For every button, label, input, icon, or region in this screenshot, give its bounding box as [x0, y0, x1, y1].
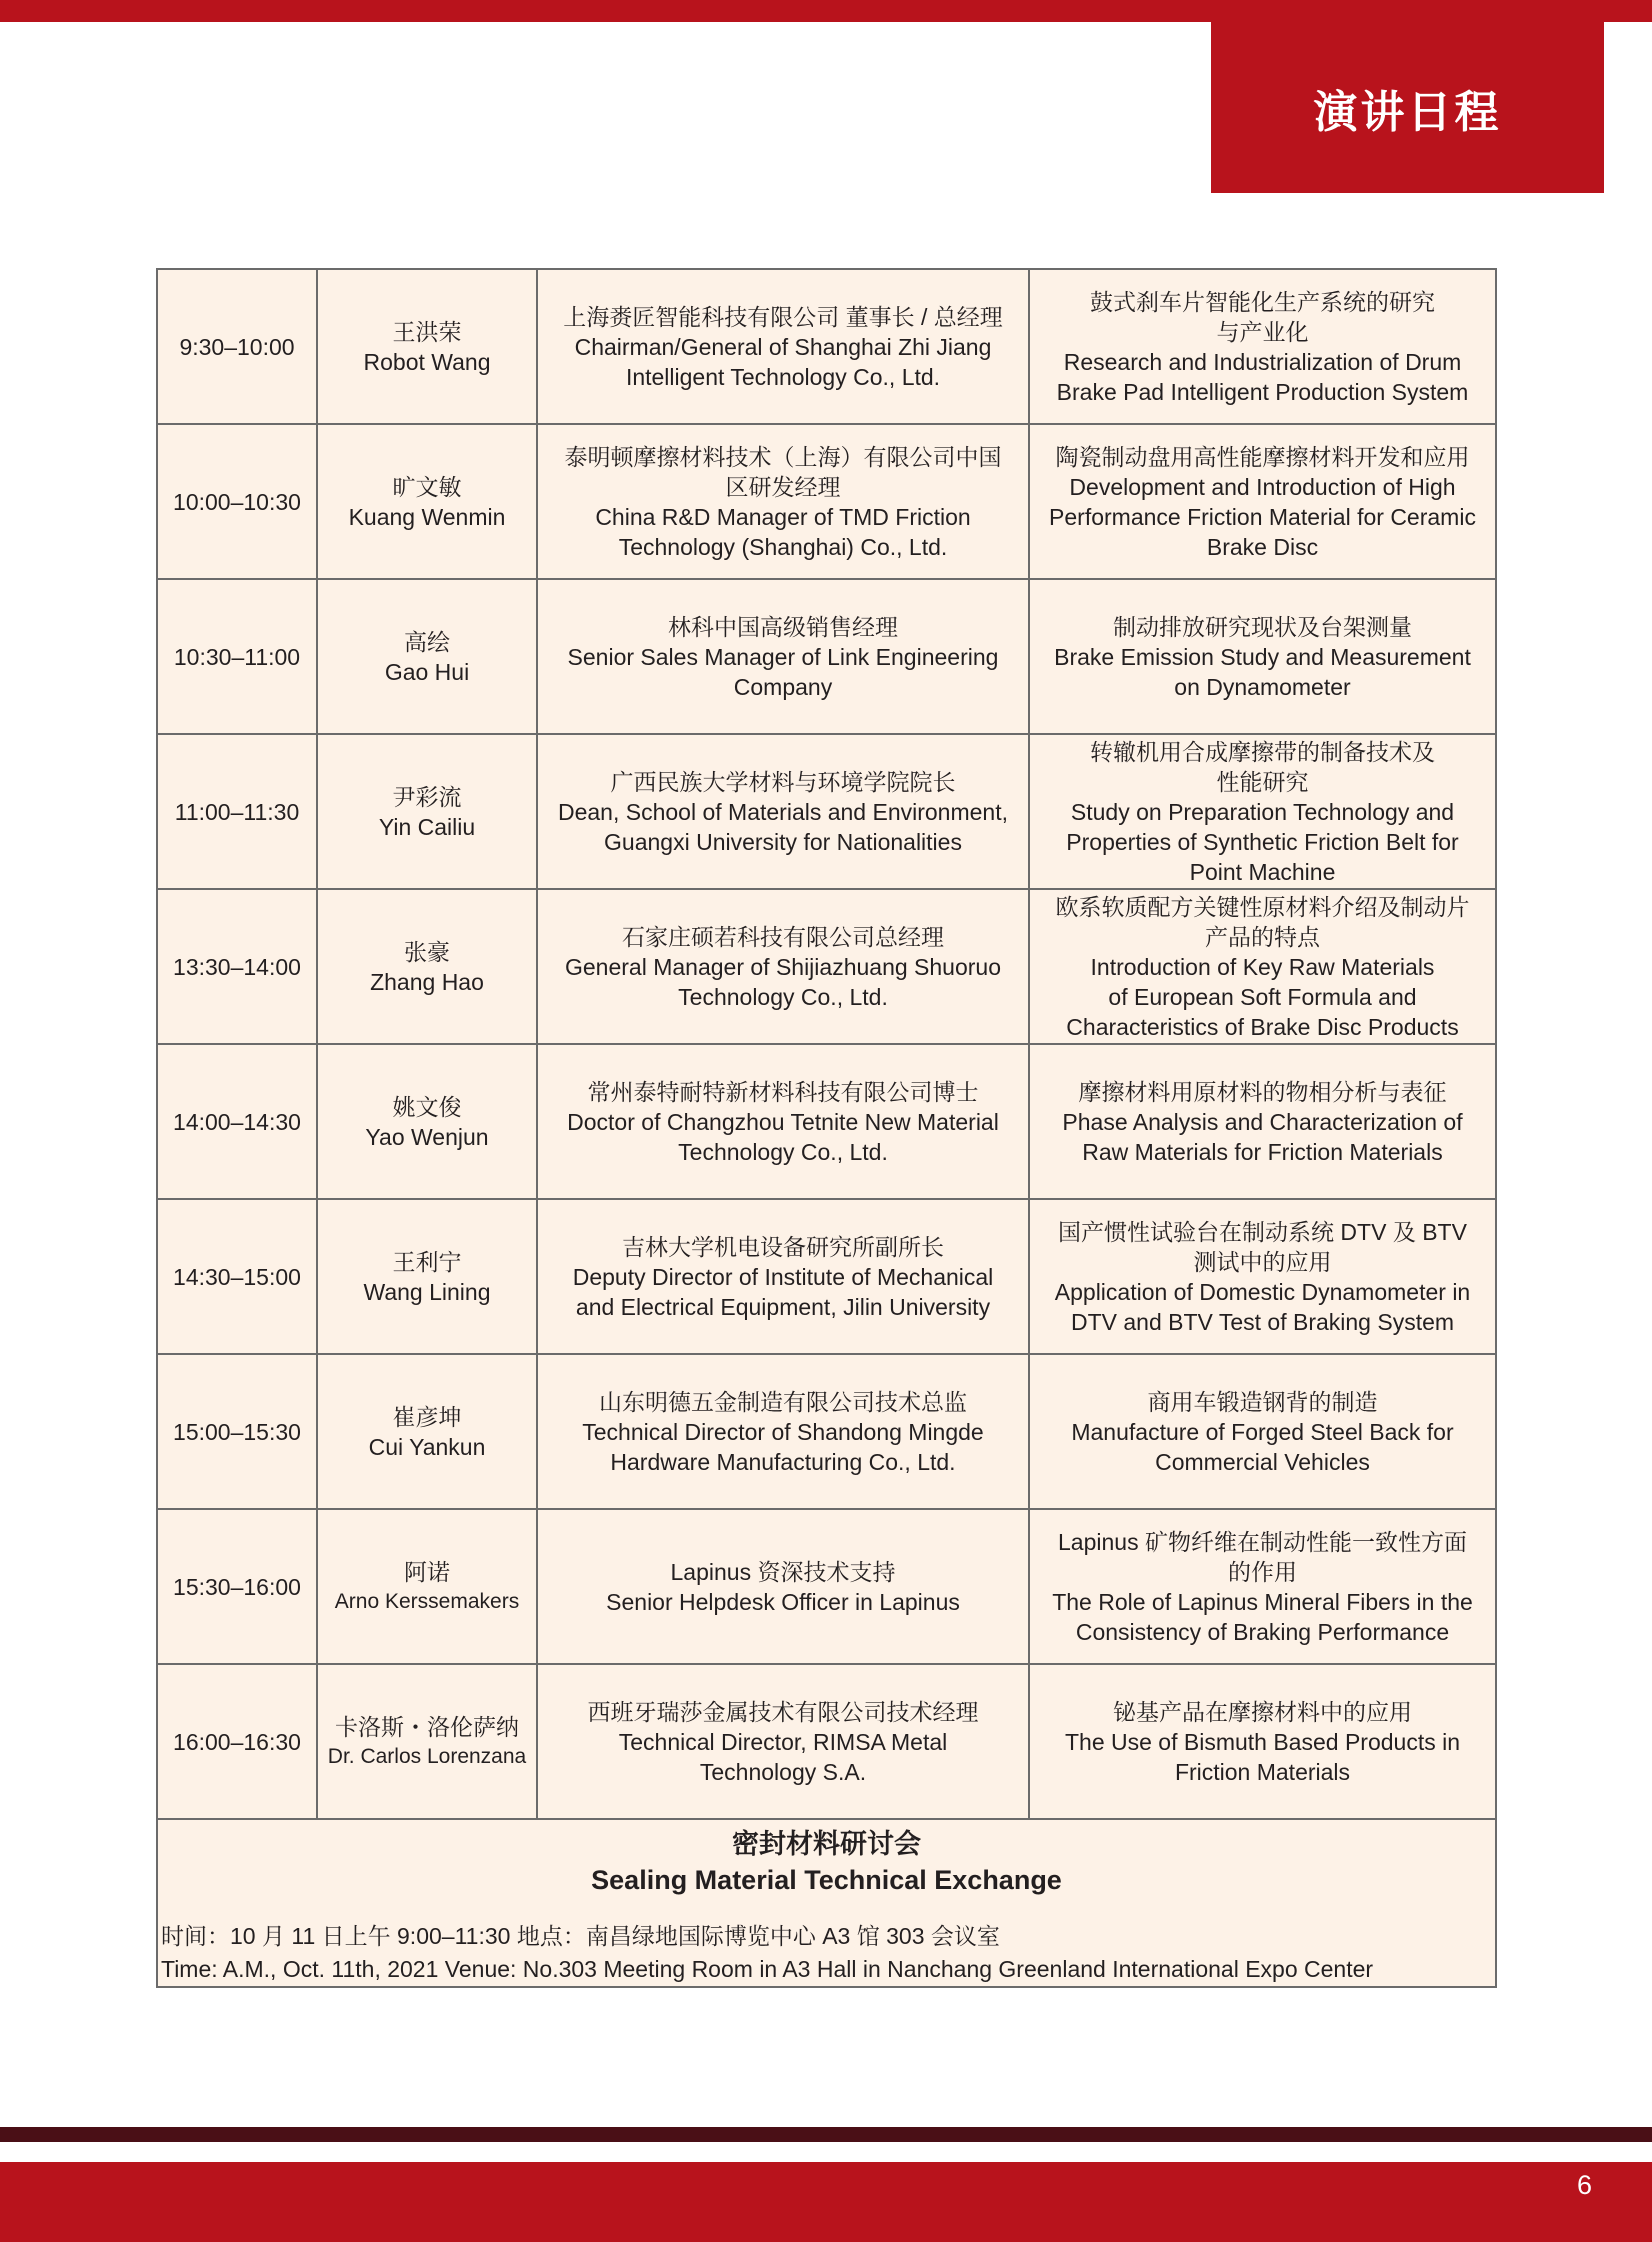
speaker-name-cn: 旷文敏 — [392, 473, 462, 500]
topic-cell — [1029, 1044, 1496, 1199]
affiliation-line: Intelligent Technology Co., Ltd. — [625, 363, 941, 390]
topic-line: 鼓式刹车片智能化生产系统的研究 — [1090, 288, 1435, 315]
speaker-name-en: Gao Hui — [384, 658, 470, 685]
topic-cell — [1029, 1509, 1496, 1664]
affiliation-line: Technology S.A. — [699, 1758, 867, 1785]
speaker-name-en: Arno Kerssemakers — [334, 1589, 520, 1613]
speaker-cell — [317, 1509, 537, 1664]
affiliation-line: 林科中国高级销售经理 — [668, 613, 898, 640]
page-number: 6 — [1576, 2170, 1592, 2200]
time-cell: 15:30–16:00 — [157, 1509, 317, 1664]
topic-cell — [1029, 734, 1496, 889]
footer-row — [157, 1819, 1496, 1987]
affiliation-cell — [537, 1199, 1029, 1354]
affiliation-line: Doctor of Changzhou Tetnite New Material — [567, 1108, 999, 1135]
topic-line: 产品的特点 — [1205, 923, 1320, 950]
affiliation-line: Technology Co., Ltd. — [678, 1138, 888, 1165]
topic-line: Properties of Synthetic Friction Belt for — [1066, 828, 1459, 855]
speaker-cell — [317, 1199, 537, 1354]
affiliation-line: 石家庄硕若科技有限公司总经理 — [622, 923, 944, 950]
time-cell: 14:30–15:00 — [157, 1199, 317, 1354]
topic-line: 转辙机用合成摩擦带的制备技术及 — [1090, 738, 1435, 765]
schedule-row — [157, 424, 1496, 579]
topic-line: 国产惯性试验台在制动系统 DTV 及 BTV — [1058, 1218, 1467, 1245]
affiliation-line: 吉林大学机电设备研究所副所长 — [622, 1233, 944, 1260]
speaker-name-en: Cui Yankun — [368, 1433, 486, 1460]
speaker-name-en: Yao Wenjun — [365, 1123, 489, 1150]
speaker-name-en: Robot Wang — [363, 348, 491, 375]
topic-line: DTV and BTV Test of Braking System — [1070, 1308, 1455, 1335]
topic-cell — [1029, 269, 1496, 424]
schedule-row — [157, 1664, 1496, 1819]
affiliation-line: 区研发经理 — [725, 473, 841, 500]
schedule-row — [157, 889, 1496, 1044]
affiliation-line: Lapinus 资深技术支持 — [670, 1558, 896, 1585]
affiliation-line: Senior Helpdesk Officer in Lapinus — [606, 1588, 960, 1615]
schedule-row — [157, 1509, 1496, 1664]
time-cell: 15:00–15:30 — [157, 1354, 317, 1509]
speaker-name-cn: 王洪荣 — [392, 318, 462, 345]
footer-detail-en: Time: A.M., Oct. 11th, 2021 Venue: No.303 Meeting Room in A3 Hall in Nanchang Greenland International Expo Center — [161, 1956, 1374, 1982]
topic-line: 制动排放研究现状及台架测量 — [1113, 613, 1412, 640]
topic-line: Manufacture of Forged Steel Back for — [1071, 1418, 1454, 1445]
topic-cell — [1029, 1354, 1496, 1509]
top-red-band — [0, 0, 1652, 22]
topic-line: on Dynamometer — [1174, 673, 1351, 700]
section-title-block — [1211, 22, 1604, 193]
topic-line: of European Soft Formula and — [1108, 983, 1417, 1010]
speaker-name-en: Zhang Hao — [370, 968, 484, 995]
topic-line: The Use of Bismuth Based Products in — [1064, 1728, 1461, 1755]
speaker-cell — [317, 1354, 537, 1509]
affiliation-line: Dean, School of Materials and Environment, — [557, 798, 1009, 825]
time-cell: 9:30–10:00 — [157, 269, 317, 424]
topic-line: Study on Preparation Technology and — [1070, 798, 1455, 825]
topic-line: Characteristics of Brake Disc Products — [1066, 1013, 1459, 1040]
time-cell: 16:00–16:30 — [157, 1664, 317, 1819]
time-cell: 13:30–14:00 — [157, 889, 317, 1044]
affiliation-cell — [537, 269, 1029, 424]
affiliation-cell — [537, 889, 1029, 1044]
topic-line: 的作用 — [1228, 1558, 1297, 1585]
speaker-name-cn: 王利宁 — [392, 1248, 462, 1275]
affiliation-line: General Manager of Shijiazhuang Shuoruo — [564, 953, 1001, 980]
footer-title-en: Sealing Material Technical Exchange — [591, 1865, 1062, 1895]
affiliation-cell — [537, 424, 1029, 579]
schedule-row — [157, 1354, 1496, 1509]
speaker-cell — [317, 1664, 537, 1819]
topic-line: Raw Materials for Friction Materials — [1082, 1138, 1443, 1165]
affiliation-line: Technology Co., Ltd. — [678, 983, 888, 1010]
topic-line: Research and Industrialization of Drum — [1063, 348, 1462, 375]
topic-line: Development and Introduction of High — [1069, 473, 1456, 500]
time-cell: 10:00–10:30 — [157, 424, 317, 579]
topic-cell — [1029, 424, 1496, 579]
affiliation-cell — [537, 1509, 1029, 1664]
topic-cell — [1029, 1664, 1496, 1819]
topic-line: 与产业化 — [1216, 318, 1309, 345]
affiliation-cell — [537, 1664, 1029, 1819]
schedule-body — [157, 269, 1496, 1819]
affiliation-line: 西班牙瑞莎金属技术有限公司技术经理 — [587, 1698, 979, 1725]
affiliation-cell — [537, 579, 1029, 734]
speaker-name-en: Dr. Carlos Lorenzana — [327, 1744, 527, 1768]
topic-line: Consistency of Braking Performance — [1075, 1618, 1450, 1645]
topic-line: Performance Friction Material for Ceramic — [1049, 503, 1476, 530]
affiliation-line: China R&D Manager of TMD Friction — [595, 503, 971, 530]
speaker-name-cn: 张豪 — [404, 938, 450, 965]
affiliation-line: and Electrical Equipment, Jilin University — [575, 1293, 991, 1320]
affiliation-line: Technology (Shanghai) Co., Ltd. — [618, 533, 948, 560]
affiliation-line: 常州泰特耐特新材料科技有限公司博士 — [587, 1078, 979, 1105]
speaker-cell — [317, 269, 537, 424]
speaker-name-cn: 高绘 — [404, 628, 450, 655]
footer-detail-cn: 时间：10 月 11 日上午 9:00–11:30 地点：南昌绿地国际博览中心 A3 馆 303 会议室 — [161, 1923, 1000, 1949]
speaker-name-cn: 姚文俊 — [392, 1093, 462, 1120]
footer-session-cell — [157, 1819, 1496, 1987]
topic-line: Application of Domestic Dynamometer in — [1054, 1278, 1471, 1305]
speaker-cell — [317, 734, 537, 889]
topic-line: 商用车锻造钢背的制造 — [1147, 1388, 1378, 1415]
speaker-name-en: Wang Lining — [363, 1278, 491, 1305]
schedule-row — [157, 579, 1496, 734]
affiliation-line: 广西民族大学材料与环境学院院长 — [610, 768, 956, 795]
topic-cell — [1029, 579, 1496, 734]
bottom-dark-band — [0, 2127, 1652, 2142]
affiliation-line: 山东明德五金制造有限公司技术总监 — [599, 1388, 967, 1415]
footer-title-cn: 密封材料研讨会 — [732, 1829, 921, 1859]
speaker-cell — [317, 889, 537, 1044]
affiliation-line: Technical Director, RIMSA Metal — [618, 1728, 948, 1755]
speaker-cell — [317, 1044, 537, 1199]
topic-line: Phase Analysis and Characterization of — [1062, 1108, 1463, 1135]
affiliation-line: 泰明顿摩擦材料技术（上海）有限公司中国 — [564, 443, 1002, 470]
speaker-name-en: Kuang Wenmin — [348, 503, 506, 530]
bottom-red-band — [0, 2162, 1652, 2242]
schedule-row — [157, 1199, 1496, 1354]
affiliation-line: Senior Sales Manager of Link Engineering — [567, 643, 999, 670]
topic-line: 性能研究 — [1216, 768, 1309, 795]
time-cell: 10:30–11:00 — [157, 579, 317, 734]
schedule-table — [156, 268, 1497, 1988]
speaker-cell — [317, 424, 537, 579]
affiliation-line: Deputy Director of Institute of Mechanical — [572, 1263, 994, 1290]
speaker-name-en: Yin Cailiu — [378, 813, 476, 840]
topic-line: Friction Materials — [1174, 1758, 1351, 1785]
speaker-name-cn: 阿诺 — [404, 1558, 450, 1585]
topic-line: Brake Emission Study and Measurement — [1054, 643, 1471, 670]
affiliation-line: Company — [733, 673, 833, 700]
page-title: 演讲日程 — [1313, 87, 1502, 137]
affiliation-line: 上海赉匠智能科技有限公司 董事长 / 总经理 — [563, 303, 1003, 330]
affiliation-line: Technical Director of Shandong Mingde — [582, 1418, 984, 1445]
topic-line: Commercial Vehicles — [1155, 1448, 1370, 1475]
affiliation-cell — [537, 1044, 1029, 1199]
affiliation-line: Hardware Manufacturing Co., Ltd. — [610, 1448, 956, 1475]
topic-line: Point Machine — [1189, 858, 1336, 885]
topic-line: 陶瓷制动盘用高性能摩擦材料开发和应用 — [1055, 443, 1470, 470]
topic-line: 铋基产品在摩擦材料中的应用 — [1113, 1698, 1412, 1725]
schedule-row — [157, 734, 1496, 889]
speaker-cell — [317, 579, 537, 734]
topic-line: Brake Disc — [1206, 533, 1319, 560]
affiliation-cell — [537, 734, 1029, 889]
speaker-name-cn: 尹彩流 — [392, 783, 462, 810]
topic-line: Lapinus 矿物纤维在制动性能一致性方面 — [1058, 1528, 1467, 1555]
topic-line: 测试中的应用 — [1193, 1248, 1332, 1275]
time-cell: 14:00–14:30 — [157, 1044, 317, 1199]
time-cell: 11:00–11:30 — [157, 734, 317, 889]
topic-line: Introduction of Key Raw Materials — [1090, 953, 1435, 980]
schedule-row — [157, 269, 1496, 424]
topic-line: Brake Pad Intelligent Production System — [1056, 378, 1469, 405]
affiliation-line: Chairman/General of Shanghai Zhi Jiang — [574, 333, 992, 360]
topic-line: 欧系软质配方关键性原材料介绍及制动片 — [1055, 893, 1470, 920]
affiliation-cell — [537, 1354, 1029, 1509]
speaker-name-cn: 卡洛斯・洛伦萨纳 — [335, 1713, 519, 1740]
topic-cell — [1029, 1199, 1496, 1354]
topic-line: The Role of Lapinus Mineral Fibers in the — [1052, 1588, 1473, 1615]
topic-cell — [1029, 889, 1496, 1044]
topic-line: 摩擦材料用原材料的物相分析与表征 — [1078, 1078, 1447, 1105]
speaker-name-cn: 崔彦坤 — [392, 1403, 462, 1430]
schedule-row — [157, 1044, 1496, 1199]
affiliation-line: Guangxi University for Nationalities — [604, 828, 962, 855]
